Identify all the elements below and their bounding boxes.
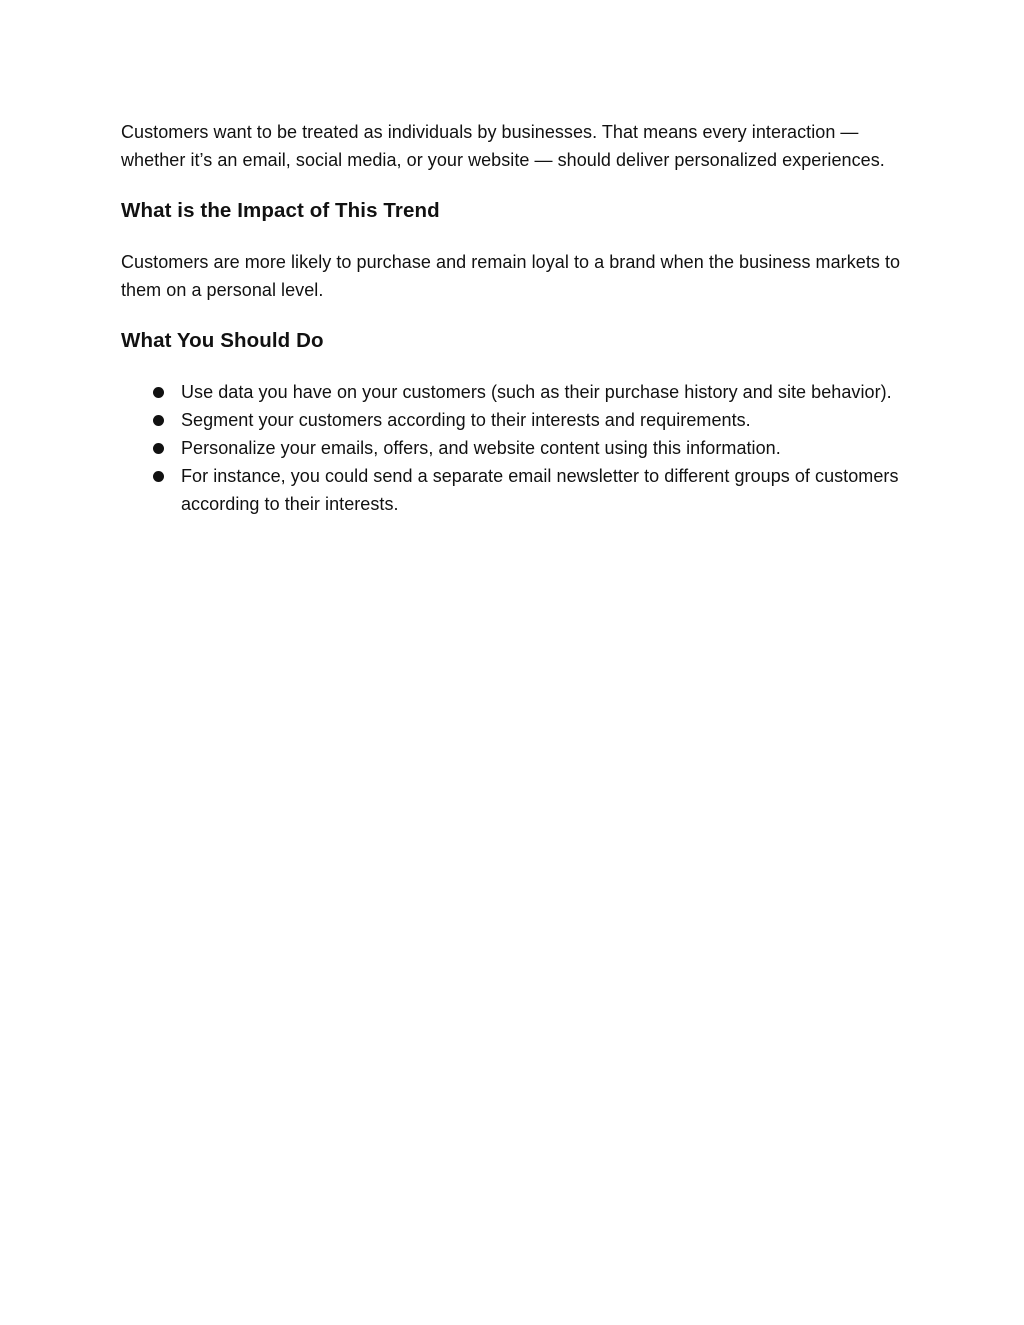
impact-heading: What is the Impact of This Trend [121, 199, 440, 222]
actions-list [121, 378, 906, 518]
document-page [121, 118, 906, 518]
list-item [121, 462, 906, 518]
list-item-text: Segment your customers according to their interests and requirements. [181, 410, 751, 430]
list-item [121, 434, 906, 462]
actions-heading: What You Should Do [121, 329, 324, 352]
list-item-text: Use data you have on your customers (such as their purchase history and site behavior). [181, 382, 892, 402]
bullet-icon [153, 471, 164, 482]
list-item [121, 406, 906, 434]
impact-paragraph: Customers are more likely to purchase and remain loyal to a brand when the business markets to them on a personal level. [121, 252, 901, 300]
bullet-icon [153, 415, 164, 426]
list-item-text: Personalize your emails, offers, and website content using this information. [181, 438, 781, 458]
intro-paragraph: Customers want to be treated as individuals by businesses. That means every interaction — whether it’s an email, social media, or your website — should deliver personalized experiences. [121, 122, 885, 170]
bullet-icon [153, 443, 164, 454]
bullet-icon [153, 387, 164, 398]
list-item-text: For instance, you could send a separate email newsletter to different groups of customers according to their interests. [181, 466, 899, 514]
list-item [121, 378, 906, 406]
